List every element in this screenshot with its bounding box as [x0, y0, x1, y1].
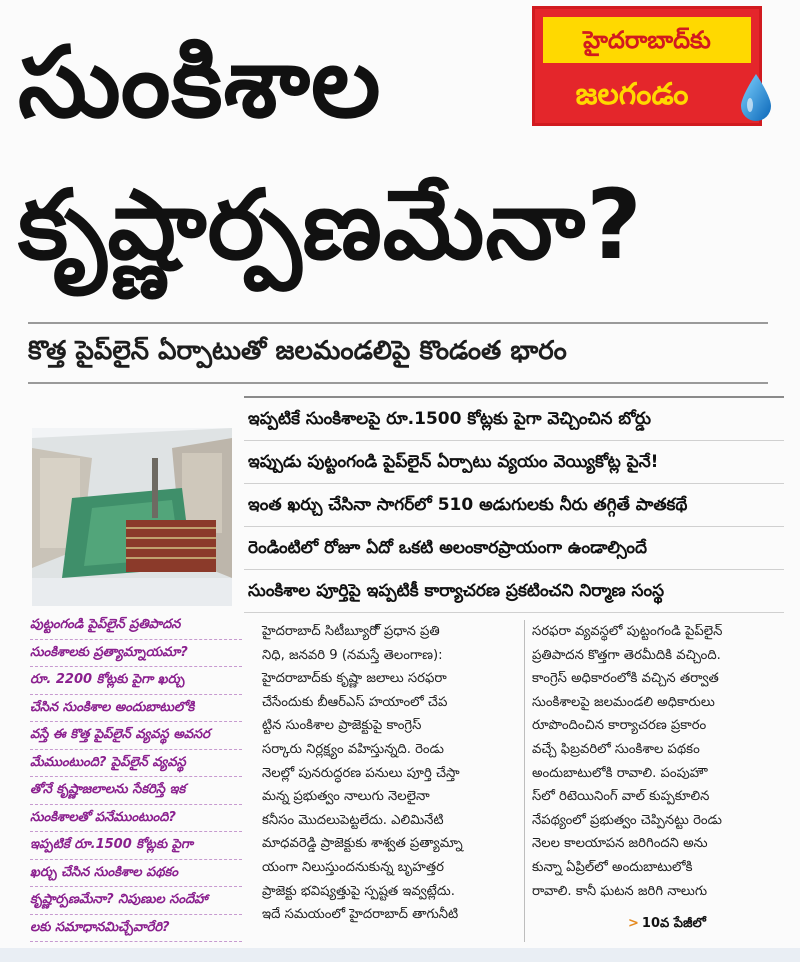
water-drop-icon — [738, 72, 774, 124]
sidebar-line: లకు సమాధానమిచ్చేవారేరి? — [30, 915, 242, 943]
article-line: ట్టిన సుంకిశాల ప్రాజెక్టుపై కాంగ్రెస్‌ — [262, 718, 422, 734]
sidebar-line: రూ. 2200 కోట్లకు పైగా ఖర్చు — [30, 667, 242, 695]
article-line: కనీసం మొదలుపెట్టలేదు. ఎలిమినేటి — [262, 812, 444, 828]
article-line: సర్కారు నిర్లక్ష్యం వహిస్తున్నది. రెండు — [262, 741, 444, 757]
key-point: ఇప్పటికే సుంకిశాలపై రూ.1500 కోట్లకు పైగా వెచ్చించిన బోర్డు — [244, 396, 784, 441]
arrow-right-icon: > — [628, 916, 639, 931]
subheadline: కొత్త పైప్‌లైన్‌ ఏర్పాటుతో జలమండలిపై కొండంత భారం — [28, 336, 567, 366]
highlight-sidebar — [30, 612, 242, 942]
article-line: మన్న ప్రభుత్వం నాలుగు నెలలైనా — [262, 789, 430, 805]
continued-label: 10వ పేజీలో — [641, 916, 706, 931]
series-badge — [532, 6, 762, 126]
article-line: హైదరాబాద్‌కు కృష్ణా జలాలు సరఫరా — [262, 671, 447, 687]
article-line: నేపథ్యంలో ప్రభుత్వం చెప్పినట్టు రెండు — [532, 812, 722, 828]
article-line: నిధి, జనవరి 9 (నమస్తే తెలంగాణ): — [262, 647, 443, 663]
article-line: ప్రతిపాదన కొత్తగా తెరమీదికి వచ్చింది. — [532, 647, 721, 663]
badge-bottom-text: జలగండం — [575, 77, 689, 112]
headline-line-1: సుంకిశాల — [18, 26, 382, 140]
column-divider — [524, 620, 525, 942]
article-line: ప్రాజెక్టు భవిష్యత్తుపై స్పష్టత ఇవ్వట్లేదు. — [262, 883, 455, 899]
article-line: రూపొందించిన కార్యాచరణ ప్రకారం — [532, 718, 707, 734]
article-line: నెలల్లో పునరుద్ధరణ పనులు పూర్తి చేస్తా — [262, 765, 460, 781]
article-line: అందుబాటులోకి రావాలి. పంపుహౌ — [532, 765, 708, 781]
sidebar-line: తోనే కృష్ణాజలాలను సేకరిస్తే ఇక — [30, 777, 242, 805]
badge-top-text: హైదరాబాద్‌కు — [543, 17, 751, 63]
article-line: సరఫరా వ్యవస్థలో పుట్టంగండి పైప్‌లైన్‌ — [532, 624, 723, 639]
article-line: మాధవరెడ్డి ప్రాజెక్టుకు శాశ్వత ప్రత్యామ్నా — [262, 836, 463, 852]
sidebar-line: ఖర్చు చేసిన సుంకిశాల పథకం — [30, 860, 242, 888]
subhead-top-rule — [28, 322, 768, 324]
key-point: సుంకిశాల పూర్తిపై ఇప్పటికీ కార్యాచరణ ప్రకటించని నిర్మాణ సంస్థ — [244, 570, 784, 613]
key-point: ఇంత ఖర్చు చేసినా సాగర్‌లో 510 అడుగులకు నీరు తగ్గితే పాతకథే — [244, 484, 784, 527]
key-points-list — [244, 396, 784, 613]
sidebar-line: సుంకిశాలకు ప్రత్యామ్నాయమా? — [30, 640, 242, 668]
article-line: కున్నా ఏప్రిల్‌లో అందుబాటులోకి — [532, 859, 693, 875]
key-point: రెండింటిలో రోజూ ఏదో ఒకటి అలంకారప్రాయంగా ఉండాల్సిందే — [244, 527, 784, 570]
subhead-bottom-rule — [28, 382, 768, 384]
article-line: హైదరాబాద్‌ సిటీబ్యూరో్‌ ప్రధాన ప్రతి — [262, 624, 440, 639]
article-line: చేసేందుకు బీఆర్‌ఎస్‌ హయాంలో చేప — [262, 694, 448, 710]
sidebar-line: సుంకిశాలతో పనేముంటుంది? — [30, 805, 242, 833]
sidebar-line: వస్తే ఈ కొత్త పైప్‌లైన్‌ వ్యవస్థ అవసర — [30, 722, 242, 750]
key-point: ఇప్పుడు పుట్టంగండి పైప్‌లైన్‌ ఏర్పాటు వ్యయం వెయ్యికోట్ల పైనే! — [244, 441, 784, 484]
bottom-bar — [0, 948, 800, 962]
continued-on-page — [628, 916, 706, 934]
sidebar-line: కృష్ణార్పణమేనా? నిపుణుల సందేహా — [30, 887, 242, 915]
article-line: ఇదే సమయంలో హైదరాబాద్‌ తాగునీటి — [262, 907, 459, 923]
article-line: సుంకిశాలపై జలమండలి అధికారులు — [532, 694, 715, 710]
sidebar-line: మేముంటుంది? పైప్‌లైన్‌ వ్యవస్థ — [30, 750, 242, 778]
article-column-1 — [262, 620, 524, 927]
article-line: రావాలి. కానీ ఘటన జరిగి నాలుగు — [532, 883, 708, 899]
sidebar-line: ఇప్పటికే రూ.1500 కోట్లకు పైగా — [30, 832, 242, 860]
sidebar-line: చేసిన సుంకిశాల అందుబాటులోకి — [30, 695, 242, 723]
reservoir-photo — [32, 428, 232, 606]
article-line: స్‌లో రిటెయినింగ్‌ వాల్‌ కుప్పకూలిన — [532, 789, 710, 805]
article-line: కాంగ్రెస్‌ అధికారంలోకి వచ్చిన తర్వాత — [532, 671, 719, 687]
sidebar-line: పుట్టంగండి పైప్‌లైన్‌ ప్రతిపాదన — [30, 612, 242, 640]
headline-line-2: కృష్ణార్పణమేనా? — [18, 169, 643, 281]
article-line: నెలల కాలయాపన జరిగిందని అను — [532, 836, 708, 852]
article-line: యంగా నిలుస్తుందనుకున్న బృహత్తర — [262, 859, 444, 875]
article-column-2 — [532, 620, 794, 903]
article-line: వచ్చే ఫిబ్రవరిలో సుంకిశాల పథకం — [532, 741, 700, 757]
